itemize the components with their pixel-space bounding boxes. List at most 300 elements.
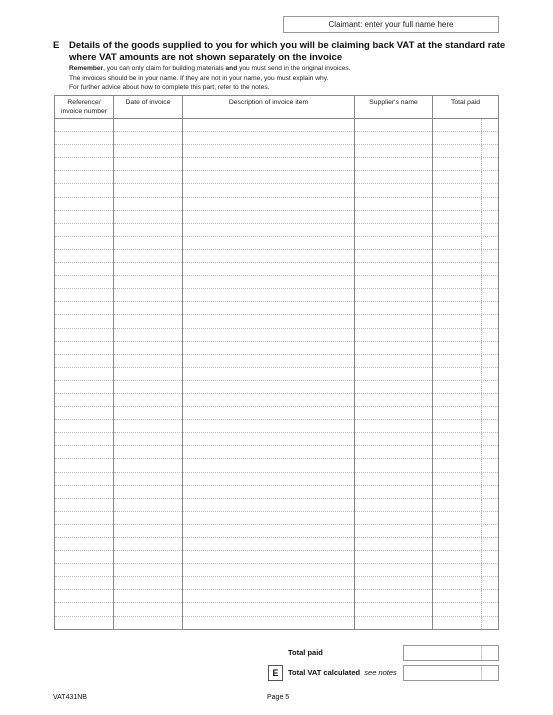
- date-cell[interactable]: [114, 590, 183, 603]
- reference-cell[interactable]: [55, 263, 114, 276]
- pence-cell[interactable]: [481, 355, 498, 367]
- pence-cell[interactable]: [481, 211, 498, 223]
- description-cell[interactable]: [183, 119, 355, 132]
- table-row: [55, 616, 499, 629]
- total-paid-cell[interactable]: [433, 393, 499, 406]
- pence-cell[interactable]: [481, 198, 498, 210]
- description-cell[interactable]: [183, 367, 355, 380]
- pounds-cell[interactable]: [433, 250, 481, 262]
- supplier-cell[interactable]: [355, 367, 433, 380]
- pounds-cell[interactable]: [433, 171, 481, 183]
- amount-split: [433, 538, 498, 550]
- invoice-table-header: [55, 96, 499, 119]
- pounds-cell[interactable]: [433, 433, 481, 445]
- total-paid-cell[interactable]: [433, 119, 499, 132]
- reference-cell[interactable]: [55, 367, 114, 380]
- pence-cell[interactable]: [481, 525, 498, 537]
- reference-cell[interactable]: [55, 158, 114, 171]
- date-cell[interactable]: [114, 184, 183, 197]
- description-cell[interactable]: [183, 263, 355, 276]
- pence-cell[interactable]: [481, 473, 498, 485]
- date-cell[interactable]: [114, 354, 183, 367]
- supplier-cell[interactable]: [355, 590, 433, 603]
- pence-cell[interactable]: [481, 250, 498, 262]
- pounds-cell[interactable]: [433, 342, 481, 354]
- pence-cell[interactable]: [481, 394, 498, 406]
- pence-cell[interactable]: [481, 603, 498, 615]
- reference-cell[interactable]: [55, 197, 114, 210]
- description-cell[interactable]: [183, 354, 355, 367]
- pence-cell[interactable]: [481, 368, 498, 380]
- pounds-cell[interactable]: [433, 368, 481, 380]
- supplier-cell[interactable]: [355, 197, 433, 210]
- date-cell[interactable]: [114, 472, 183, 485]
- supplier-cell[interactable]: [355, 538, 433, 551]
- supplier-cell[interactable]: [355, 328, 433, 341]
- description-cell[interactable]: [183, 577, 355, 590]
- pence-cell[interactable]: [481, 224, 498, 236]
- description-cell[interactable]: [183, 446, 355, 459]
- pence-cell[interactable]: [481, 381, 498, 393]
- date-cell[interactable]: [114, 302, 183, 315]
- total-paid-cell[interactable]: [433, 302, 499, 315]
- amount-split: [433, 315, 498, 327]
- date-cell[interactable]: [114, 289, 183, 302]
- total-paid-cell[interactable]: [433, 276, 499, 289]
- total-paid-cell[interactable]: [433, 341, 499, 354]
- total-paid-field[interactable]: [403, 645, 499, 661]
- reference-cell[interactable]: [55, 433, 114, 446]
- pence-cell[interactable]: [481, 158, 498, 170]
- pounds-cell[interactable]: [433, 590, 481, 602]
- total-paid-cell[interactable]: [433, 223, 499, 236]
- date-cell[interactable]: [114, 459, 183, 472]
- supplier-cell[interactable]: [355, 446, 433, 459]
- supplier-cell[interactable]: [355, 315, 433, 328]
- reference-cell[interactable]: [55, 145, 114, 158]
- supplier-cell[interactable]: [355, 420, 433, 433]
- pence-cell[interactable]: [481, 459, 498, 471]
- total-paid-cell[interactable]: [433, 315, 499, 328]
- pounds-cell[interactable]: [433, 499, 481, 511]
- total-paid-cell[interactable]: [433, 249, 499, 262]
- reference-cell[interactable]: [55, 276, 114, 289]
- total-paid-cell[interactable]: [433, 433, 499, 446]
- description-cell[interactable]: [183, 472, 355, 485]
- reference-cell[interactable]: [55, 223, 114, 236]
- pence-cell[interactable]: [481, 315, 498, 327]
- date-cell[interactable]: [114, 433, 183, 446]
- description-cell[interactable]: [183, 223, 355, 236]
- reference-cell[interactable]: [55, 119, 114, 132]
- description-cell[interactable]: [183, 380, 355, 393]
- pence-cell[interactable]: [481, 276, 498, 288]
- date-cell[interactable]: [114, 446, 183, 459]
- description-cell[interactable]: [183, 393, 355, 406]
- date-cell[interactable]: [114, 407, 183, 420]
- pence-cell[interactable]: [481, 145, 498, 157]
- date-cell[interactable]: [114, 328, 183, 341]
- pounds-cell[interactable]: [433, 446, 481, 458]
- pounds-cell[interactable]: [433, 132, 481, 144]
- pounds-cell[interactable]: [433, 315, 481, 327]
- pounds-cell[interactable]: [433, 459, 481, 471]
- pounds-cell[interactable]: [433, 512, 481, 524]
- description-cell[interactable]: [183, 341, 355, 354]
- amount-split: [433, 381, 498, 393]
- pounds-cell[interactable]: [433, 538, 481, 550]
- table-row: [55, 289, 499, 302]
- pounds-cell[interactable]: [433, 486, 481, 498]
- total-paid-cell[interactable]: [433, 145, 499, 158]
- total-paid-cell[interactable]: [433, 616, 499, 629]
- pounds-cell[interactable]: [433, 617, 481, 629]
- reference-cell[interactable]: [55, 446, 114, 459]
- total-paid-cell[interactable]: [433, 289, 499, 302]
- pence-cell[interactable]: [481, 617, 498, 629]
- date-cell[interactable]: [114, 197, 183, 210]
- description-cell[interactable]: [183, 328, 355, 341]
- supplier-cell[interactable]: [355, 524, 433, 537]
- pounds-cell[interactable]: [433, 145, 481, 157]
- reference-cell[interactable]: [55, 328, 114, 341]
- pounds-cell[interactable]: [433, 394, 481, 406]
- supplier-cell[interactable]: [355, 145, 433, 158]
- pounds-cell[interactable]: [433, 119, 481, 131]
- description-cell[interactable]: [183, 302, 355, 315]
- supplier-cell[interactable]: [355, 485, 433, 498]
- date-cell[interactable]: [114, 236, 183, 249]
- pence-cell[interactable]: [481, 538, 498, 550]
- reference-cell[interactable]: [55, 524, 114, 537]
- date-cell[interactable]: [114, 367, 183, 380]
- pounds-cell[interactable]: [433, 198, 481, 210]
- pence-cell[interactable]: [481, 420, 498, 432]
- description-cell[interactable]: [183, 590, 355, 603]
- supplier-cell[interactable]: [355, 158, 433, 171]
- description-cell[interactable]: [183, 145, 355, 158]
- total-paid-cell[interactable]: [433, 197, 499, 210]
- supplier-cell[interactable]: [355, 564, 433, 577]
- reference-cell[interactable]: [55, 616, 114, 629]
- supplier-cell[interactable]: [355, 603, 433, 616]
- total-paid-cell[interactable]: [433, 590, 499, 603]
- description-cell[interactable]: [183, 236, 355, 249]
- supplier-cell[interactable]: [355, 263, 433, 276]
- pence-cell[interactable]: [481, 289, 498, 301]
- total-paid-cell[interactable]: [433, 354, 499, 367]
- total-paid-cell[interactable]: [433, 498, 499, 511]
- description-cell[interactable]: [183, 210, 355, 223]
- supplier-cell[interactable]: [355, 289, 433, 302]
- supplier-cell[interactable]: [355, 223, 433, 236]
- date-cell[interactable]: [114, 315, 183, 328]
- pounds-cell[interactable]: [433, 184, 481, 196]
- reference-cell[interactable]: [55, 407, 114, 420]
- total-paid-cell[interactable]: [433, 577, 499, 590]
- date-cell[interactable]: [114, 132, 183, 145]
- date-cell[interactable]: [114, 524, 183, 537]
- supplier-cell[interactable]: [355, 249, 433, 262]
- reference-cell[interactable]: [55, 485, 114, 498]
- pounds-cell[interactable]: [433, 407, 481, 419]
- description-cell[interactable]: [183, 171, 355, 184]
- total-paid-cell[interactable]: [433, 459, 499, 472]
- box-e-marker: E: [268, 665, 283, 681]
- reference-cell[interactable]: [55, 603, 114, 616]
- supplier-cell[interactable]: [355, 577, 433, 590]
- description-cell[interactable]: [183, 551, 355, 564]
- pounds-cell[interactable]: [433, 211, 481, 223]
- date-cell[interactable]: [114, 498, 183, 511]
- date-cell[interactable]: [114, 420, 183, 433]
- date-cell[interactable]: [114, 603, 183, 616]
- invoice-name-note: The invoices should be in your name. If they are not in your name, you must explain why.: [69, 74, 329, 82]
- total-paid-cell[interactable]: [433, 511, 499, 524]
- pence-cell[interactable]: [481, 499, 498, 511]
- reference-cell[interactable]: [55, 551, 114, 564]
- description-cell[interactable]: [183, 498, 355, 511]
- date-cell[interactable]: [114, 223, 183, 236]
- reference-cell[interactable]: [55, 315, 114, 328]
- total-paid-cell[interactable]: [433, 263, 499, 276]
- pounds-cell[interactable]: [433, 603, 481, 615]
- reference-cell[interactable]: [55, 590, 114, 603]
- supplier-cell[interactable]: [355, 354, 433, 367]
- date-cell[interactable]: [114, 616, 183, 629]
- pence-cell[interactable]: [481, 119, 498, 131]
- total-paid-cell[interactable]: [433, 171, 499, 184]
- supplier-cell[interactable]: [355, 276, 433, 289]
- pounds-cell[interactable]: [433, 551, 481, 563]
- date-cell[interactable]: [114, 380, 183, 393]
- total-paid-cell[interactable]: [433, 407, 499, 420]
- total-vat-pounds[interactable]: [404, 666, 481, 680]
- supplier-cell[interactable]: [355, 341, 433, 354]
- pence-cell[interactable]: [481, 486, 498, 498]
- date-cell[interactable]: [114, 158, 183, 171]
- reference-cell[interactable]: [55, 538, 114, 551]
- description-cell[interactable]: [183, 564, 355, 577]
- pence-cell[interactable]: [481, 237, 498, 249]
- supplier-cell[interactable]: [355, 472, 433, 485]
- reference-cell[interactable]: [55, 249, 114, 262]
- date-cell[interactable]: [114, 119, 183, 132]
- date-cell[interactable]: [114, 511, 183, 524]
- reference-cell[interactable]: [55, 511, 114, 524]
- amount-split: [433, 132, 498, 144]
- total-paid-cell[interactable]: [433, 158, 499, 171]
- supplier-cell[interactable]: [355, 616, 433, 629]
- date-cell[interactable]: [114, 393, 183, 406]
- description-cell[interactable]: [183, 603, 355, 616]
- description-cell[interactable]: [183, 459, 355, 472]
- supplier-cell[interactable]: [355, 433, 433, 446]
- supplier-cell[interactable]: [355, 184, 433, 197]
- pence-cell[interactable]: [481, 132, 498, 144]
- total-paid-cell[interactable]: [433, 524, 499, 537]
- supplier-cell[interactable]: [355, 407, 433, 420]
- pounds-cell[interactable]: [433, 355, 481, 367]
- pence-cell[interactable]: [481, 564, 498, 576]
- date-cell[interactable]: [114, 551, 183, 564]
- col-date: Date of invoice: [114, 96, 183, 119]
- table-row: [55, 210, 499, 223]
- description-cell[interactable]: [183, 158, 355, 171]
- pence-cell[interactable]: [481, 590, 498, 602]
- total-paid-cell[interactable]: [433, 184, 499, 197]
- description-cell[interactable]: [183, 289, 355, 302]
- pence-cell[interactable]: [481, 446, 498, 458]
- description-cell[interactable]: [183, 184, 355, 197]
- pounds-cell[interactable]: [433, 577, 481, 589]
- description-cell[interactable]: [183, 420, 355, 433]
- total-paid-cell[interactable]: [433, 485, 499, 498]
- reference-cell[interactable]: [55, 341, 114, 354]
- total-vat-pence[interactable]: [481, 666, 498, 680]
- total-paid-cell[interactable]: [433, 538, 499, 551]
- description-cell[interactable]: [183, 315, 355, 328]
- reference-cell[interactable]: [55, 420, 114, 433]
- reference-cell[interactable]: [55, 459, 114, 472]
- pence-cell[interactable]: [481, 263, 498, 275]
- pence-cell[interactable]: [481, 407, 498, 419]
- see-notes-text: see notes: [364, 668, 397, 677]
- table-row: [55, 524, 499, 537]
- pence-cell[interactable]: [481, 512, 498, 524]
- amount-split: [433, 211, 498, 223]
- reference-cell[interactable]: [55, 210, 114, 223]
- reference-cell[interactable]: [55, 184, 114, 197]
- date-cell[interactable]: [114, 538, 183, 551]
- supplier-cell[interactable]: [355, 511, 433, 524]
- description-cell[interactable]: [183, 616, 355, 629]
- claimant-name-field[interactable]: Claimant: enter your full name here: [283, 16, 499, 33]
- pounds-cell[interactable]: [433, 473, 481, 485]
- total-paid-cell[interactable]: [433, 236, 499, 249]
- pence-cell[interactable]: [481, 302, 498, 314]
- pence-cell[interactable]: [481, 551, 498, 563]
- total-paid-cell[interactable]: [433, 551, 499, 564]
- description-cell[interactable]: [183, 538, 355, 551]
- pounds-cell[interactable]: [433, 329, 481, 341]
- total-paid-cell[interactable]: [433, 380, 499, 393]
- total-paid-cell[interactable]: [433, 132, 499, 145]
- supplier-cell[interactable]: [355, 210, 433, 223]
- pence-cell[interactable]: [481, 342, 498, 354]
- pounds-cell[interactable]: [433, 302, 481, 314]
- amount-split: [433, 302, 498, 314]
- supplier-cell[interactable]: [355, 459, 433, 472]
- date-cell[interactable]: [114, 577, 183, 590]
- date-cell[interactable]: [114, 564, 183, 577]
- supplier-cell[interactable]: [355, 498, 433, 511]
- description-cell[interactable]: [183, 249, 355, 262]
- date-cell[interactable]: [114, 263, 183, 276]
- reference-cell[interactable]: [55, 236, 114, 249]
- pounds-cell[interactable]: [433, 564, 481, 576]
- remember-text-1: , you can only claim for building materials: [103, 65, 226, 72]
- pounds-cell[interactable]: [433, 289, 481, 301]
- table-row: [55, 433, 499, 446]
- reference-cell[interactable]: [55, 171, 114, 184]
- amount-split: [433, 433, 498, 445]
- supplier-cell[interactable]: [355, 302, 433, 315]
- pence-cell[interactable]: [481, 184, 498, 196]
- total-paid-cell[interactable]: [433, 328, 499, 341]
- description-cell[interactable]: [183, 433, 355, 446]
- reference-cell[interactable]: [55, 498, 114, 511]
- reference-cell[interactable]: [55, 302, 114, 315]
- reference-cell[interactable]: [55, 132, 114, 145]
- date-cell[interactable]: [114, 485, 183, 498]
- total-vat-field[interactable]: [403, 665, 499, 681]
- total-paid-cell[interactable]: [433, 446, 499, 459]
- total-paid-cell[interactable]: [433, 420, 499, 433]
- date-cell[interactable]: [114, 145, 183, 158]
- reference-cell[interactable]: [55, 564, 114, 577]
- supplier-cell[interactable]: [355, 551, 433, 564]
- pounds-cell[interactable]: [433, 276, 481, 288]
- total-paid-cell[interactable]: [433, 472, 499, 485]
- supplier-cell[interactable]: [355, 171, 433, 184]
- pounds-cell[interactable]: [433, 224, 481, 236]
- total-paid-cell[interactable]: [433, 603, 499, 616]
- pounds-cell[interactable]: [433, 420, 481, 432]
- description-cell[interactable]: [183, 407, 355, 420]
- description-cell[interactable]: [183, 511, 355, 524]
- pounds-cell[interactable]: [433, 525, 481, 537]
- total-paid-pounds[interactable]: [404, 646, 481, 660]
- pence-cell[interactable]: [481, 433, 498, 445]
- reference-cell[interactable]: [55, 577, 114, 590]
- supplier-cell[interactable]: [355, 119, 433, 132]
- total-paid-cell[interactable]: [433, 564, 499, 577]
- supplier-cell[interactable]: [355, 380, 433, 393]
- date-cell[interactable]: [114, 249, 183, 262]
- description-cell[interactable]: [183, 524, 355, 537]
- pounds-cell[interactable]: [433, 381, 481, 393]
- supplier-cell[interactable]: [355, 132, 433, 145]
- date-cell[interactable]: [114, 171, 183, 184]
- total-paid-pence[interactable]: [481, 646, 498, 660]
- pounds-cell[interactable]: [433, 237, 481, 249]
- table-row: [55, 263, 499, 276]
- table-row: [55, 577, 499, 590]
- pence-cell[interactable]: [481, 329, 498, 341]
- date-cell[interactable]: [114, 341, 183, 354]
- date-cell[interactable]: [114, 276, 183, 289]
- reference-cell[interactable]: [55, 393, 114, 406]
- pence-cell[interactable]: [481, 577, 498, 589]
- description-cell[interactable]: [183, 132, 355, 145]
- description-cell[interactable]: [183, 485, 355, 498]
- date-cell[interactable]: [114, 210, 183, 223]
- reference-cell[interactable]: [55, 354, 114, 367]
- total-paid-cell[interactable]: [433, 210, 499, 223]
- pounds-cell[interactable]: [433, 263, 481, 275]
- pounds-cell[interactable]: [433, 158, 481, 170]
- total-paid-cell[interactable]: [433, 367, 499, 380]
- reference-cell[interactable]: [55, 472, 114, 485]
- reference-cell[interactable]: [55, 289, 114, 302]
- reference-cell[interactable]: [55, 380, 114, 393]
- supplier-cell[interactable]: [355, 393, 433, 406]
- description-cell[interactable]: [183, 197, 355, 210]
- pence-cell[interactable]: [481, 171, 498, 183]
- supplier-cell[interactable]: [355, 236, 433, 249]
- description-cell[interactable]: [183, 276, 355, 289]
